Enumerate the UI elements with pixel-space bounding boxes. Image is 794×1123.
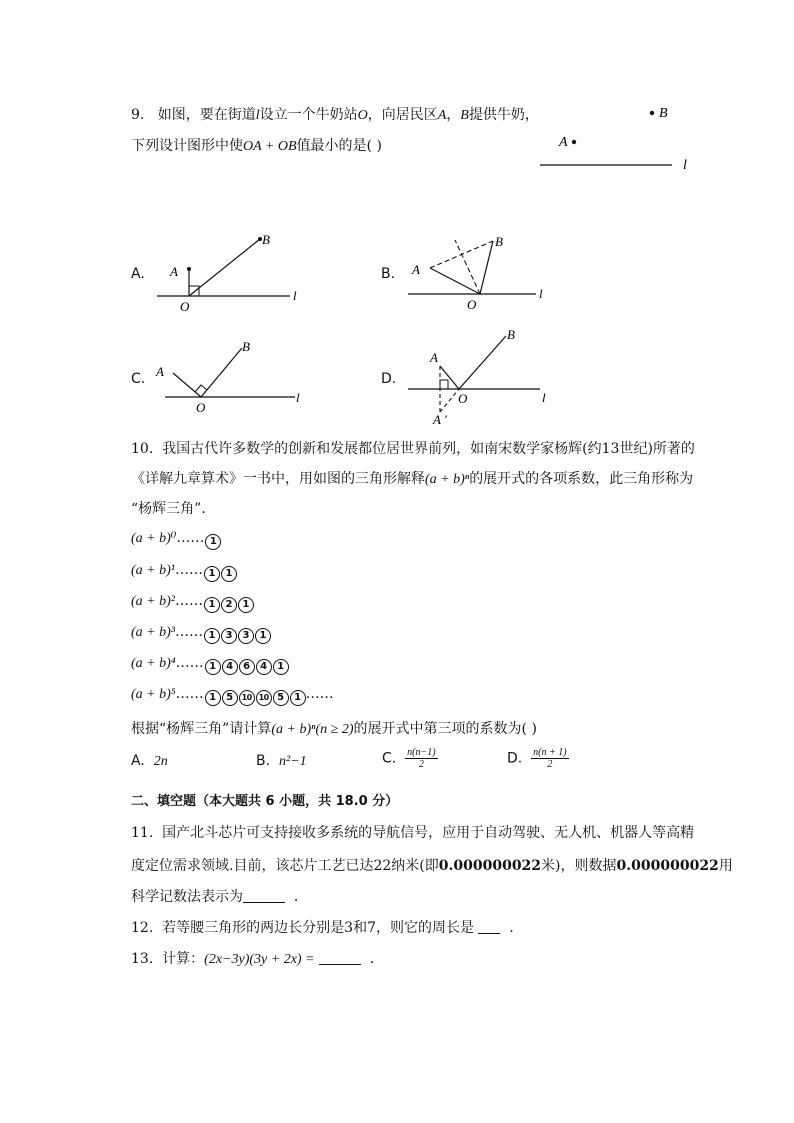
- segment-ao: [430, 268, 480, 294]
- q9-number: 9.: [131, 107, 145, 123]
- label-a: A: [170, 264, 178, 279]
- right-angle-mark: [440, 380, 448, 389]
- q9-line2: 下列设计图形中使OA + OB值最小的是( ): [131, 138, 382, 154]
- q9-option-b-letter: B.: [381, 266, 396, 282]
- q13-line: 13. 计算：(2x−3y)(3y + 2x) = ．: [131, 951, 384, 967]
- q10-choice-d: D. $\frac{n(n + 1)}{2}$: [507, 747, 567, 770]
- pascal-row-0: (a + b)⁰…… 1: [131, 530, 221, 550]
- point-a: [187, 267, 191, 271]
- segment-ob: [189, 239, 260, 296]
- pascal-row-5: (a + b)⁵…… 1 5 10 10 5 1 ……: [131, 686, 334, 706]
- fig-label-a: A: [559, 135, 568, 150]
- q10-line1: 10. 我国古代许多数学的创新和发展都位居世界前列，如南宋数学家杨辉(约13世纪)所著的: [131, 441, 695, 457]
- label-b: B: [507, 327, 515, 342]
- q9-main-figure: [530, 95, 710, 180]
- pascal-row-3: (a + b)³…… 1 3 3 1: [131, 624, 271, 644]
- q9-option-c-figure: [150, 333, 310, 423]
- q10-ask: 根据“杨辉三角”请计算(a + b)ⁿ(n ≥ 2)的展开式中第三项的系数为( ): [131, 721, 537, 737]
- q10-choice-a: A. 2n: [131, 753, 168, 769]
- label-o: O: [196, 400, 206, 415]
- pascal-row-4: (a + b)⁴…… 1 4 6 4 1: [131, 655, 289, 675]
- q10-line2: 《详解九章算术》一书中，用如图的三角形解释(a + b)ⁿ的展开式的各项系数，此三角形称为: [131, 471, 694, 487]
- point-b-dot: [650, 111, 654, 115]
- q10-line3: “杨辉三角”．: [131, 501, 216, 517]
- fig-label-l: l: [683, 158, 687, 173]
- pascal-row-2: (a + b)²…… 1 2 1: [131, 593, 254, 613]
- label-l: l: [293, 288, 297, 303]
- label-b: B: [262, 232, 270, 247]
- answer-blank[interactable]: [243, 890, 285, 903]
- q9-option-a-figure: [150, 228, 310, 318]
- q11-number: 11.: [131, 825, 154, 841]
- right-angle-mark: [195, 385, 207, 392]
- q9-option-d-letter: D.: [381, 371, 397, 387]
- q13-number: 13.: [131, 951, 154, 967]
- q12-line: 12. 若等腰三角形的两边长分别是3和7，则它的周长是 ．: [131, 920, 524, 936]
- segment-ob: [459, 336, 506, 389]
- label-a: A: [430, 350, 438, 365]
- q11-line1: 11. 国产北斗芯片可支持接收多系统的导航信号，应用于自动驾驶、无人机、机器人等高精: [131, 825, 695, 841]
- q12-number: 12.: [131, 920, 154, 936]
- label-a-prime: A ′: [433, 412, 447, 427]
- q9-option-b-figure: [400, 228, 560, 318]
- q10-choice-c: C. $\frac{n(n-1)}{2}$: [382, 747, 436, 770]
- q9-line1: 9. 如图，要在街道l设立一个牛奶站O，向居民区A，B提供牛奶，: [131, 107, 539, 123]
- answer-blank[interactable]: [478, 921, 500, 934]
- label-o: O: [458, 391, 468, 406]
- label-l: l: [542, 390, 546, 405]
- label-l: l: [296, 390, 300, 405]
- label-a: A: [156, 364, 164, 379]
- label-b: B: [495, 234, 503, 249]
- fig-label-b: B: [659, 106, 668, 121]
- fraction: $\frac{n(n + 1)}{2}$: [533, 747, 567, 770]
- q9-option-d-figure: [400, 322, 560, 432]
- q11-line2: 度定位需求领域.目前，该芯片工艺已达22纳米(即0.000000022米)，则数据0.000000022用: [131, 858, 733, 874]
- segment-ao: [440, 366, 459, 389]
- label-b: B: [242, 339, 250, 354]
- q10-number: 10.: [131, 441, 154, 457]
- label-o: O: [180, 299, 190, 314]
- label-a: A: [412, 262, 420, 277]
- point-a-dot: [572, 140, 576, 144]
- pascal-row-1: (a + b)¹…… 1 1: [131, 562, 237, 582]
- label-o: O: [467, 297, 477, 312]
- label-l: l: [539, 286, 543, 301]
- fraction: $\frac{n(n-1)}{2}$: [407, 747, 436, 770]
- q10-choice-b: B. n²−1: [256, 753, 307, 769]
- section-title: 二、填空题（本大题共 6 小题，共 18.0 分）: [131, 794, 399, 809]
- answer-blank[interactable]: [319, 952, 361, 965]
- q9-option-a-letter: A.: [131, 266, 145, 282]
- q11-line3: 科学记数法表示为 ．: [131, 889, 308, 905]
- segment-ao: [173, 373, 201, 397]
- segment-a-prime-o-dashed: [440, 389, 459, 412]
- q9-option-c-letter: C.: [131, 371, 146, 387]
- segment-ob: [480, 241, 493, 294]
